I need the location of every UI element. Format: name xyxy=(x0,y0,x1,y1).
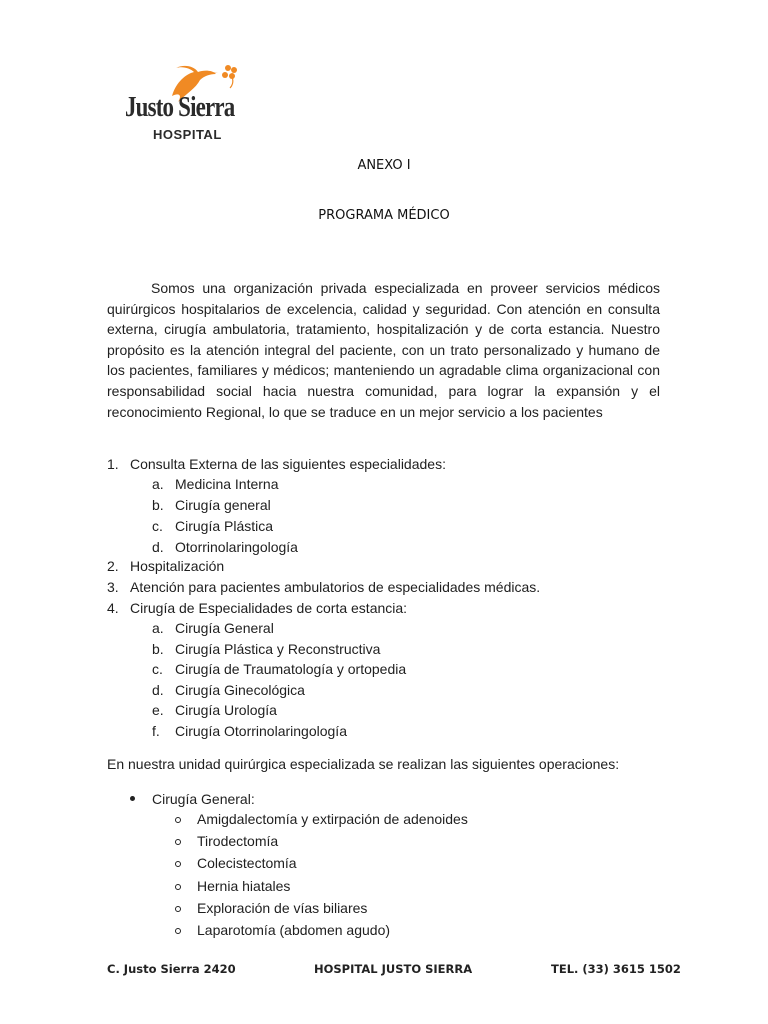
sub-text: Cirugía Ginecológica xyxy=(175,682,305,698)
sub-text: Cirugía General xyxy=(175,620,274,636)
sub-text: Tirodectomía xyxy=(197,833,279,849)
sub-text: Otorrinolaringología xyxy=(175,539,298,555)
list-text: Hospitalización xyxy=(130,558,225,574)
sub-text: Cirugía general xyxy=(175,497,271,513)
list-text: Cirugía de Especialidades de corta estancia: xyxy=(130,600,408,616)
hospital-logo xyxy=(120,62,252,146)
sub-letter: f. xyxy=(152,723,160,739)
footer-phone: TEL. (33) 3615 1502 xyxy=(551,962,681,976)
operations-intro: En nuestra unidad quirúrgica especializada se realizan las siguientes operaciones: xyxy=(107,756,620,772)
sub-letter: b. xyxy=(152,641,164,657)
sub-letter: d. xyxy=(152,539,164,555)
program-title: PROGRAMA MÉDICO xyxy=(318,208,450,223)
annex-title: ANEXO I xyxy=(357,158,411,173)
sub-text: Colecistectomía xyxy=(197,855,297,871)
sub-letter: e. xyxy=(152,702,164,718)
sub-letter: a. xyxy=(152,476,164,492)
circle-bullet-icon xyxy=(175,817,181,823)
circle-bullet-icon xyxy=(175,906,181,912)
sub-text: Medicina Interna xyxy=(175,476,279,492)
sub-text: Amigdalectomía y extirpación de adenoides xyxy=(197,811,468,827)
list-text: Atención para pacientes ambulatorios de especialidades médicas. xyxy=(130,579,541,595)
circle-bullet-icon xyxy=(175,861,181,867)
sub-text: Cirugía Urología xyxy=(175,702,277,718)
sub-text: Cirugía Plástica xyxy=(175,518,274,534)
logo-subtitle: HOSPITAL xyxy=(153,127,222,142)
sub-text: Exploración de vías biliares xyxy=(197,900,368,916)
list-number: 1. xyxy=(107,456,119,472)
sub-letter: b. xyxy=(152,497,164,513)
bullet-text: Cirugía General: xyxy=(152,791,255,807)
sub-letter: d. xyxy=(152,682,164,698)
footer-hospital-name: HOSPITAL JUSTO SIERRA xyxy=(314,962,473,976)
list-text: Consulta Externa de las siguientes especialidades: xyxy=(130,456,446,472)
sub-text: Cirugía Otorrinolaringología xyxy=(175,723,347,739)
logo-wordmark: Justo Sierra xyxy=(125,92,235,123)
sub-text: Cirugía de Traumatología y ortopedia xyxy=(175,661,407,677)
sub-text: Laparotomía (abdomen agudo) xyxy=(197,922,391,938)
circle-bullet-icon xyxy=(175,839,181,845)
list-number: 3. xyxy=(107,579,119,595)
sub-text: Cirugía Plástica y Reconstructiva xyxy=(175,641,381,657)
bullet-icon xyxy=(130,796,135,801)
footer-address: C. Justo Sierra 2420 xyxy=(107,962,236,976)
sub-text: Hernia hiatales xyxy=(197,878,291,894)
circle-bullet-icon xyxy=(175,928,181,934)
list-number: 2. xyxy=(107,558,119,574)
circle-bullet-icon xyxy=(175,884,181,890)
intro-paragraph: Somos una organización privada especializada en proveer servicios médicos quirúrgicos hospitalarios de excelencia, calidad y seguridad. Con atención en consulta externa, cirugía ambulatoria, tratamiento, hospitalización y de corta estancia. Nuestro propósito es la atención integral del paciente, con un trato personalizado y humano de los pacientes, familiares y médicos; manteniendo un agradable clima organizacional con responsabilidad social hacia nuestra comunidad, para lograr la expansión y el reconocimiento Regional, lo que se traduce en un mejor servicio a los pacientes xyxy=(107,280,660,420)
sub-letter: c. xyxy=(152,518,163,534)
list-number: 4. xyxy=(107,600,119,616)
sub-letter: a. xyxy=(152,620,164,636)
sub-letter: c. xyxy=(152,661,163,677)
